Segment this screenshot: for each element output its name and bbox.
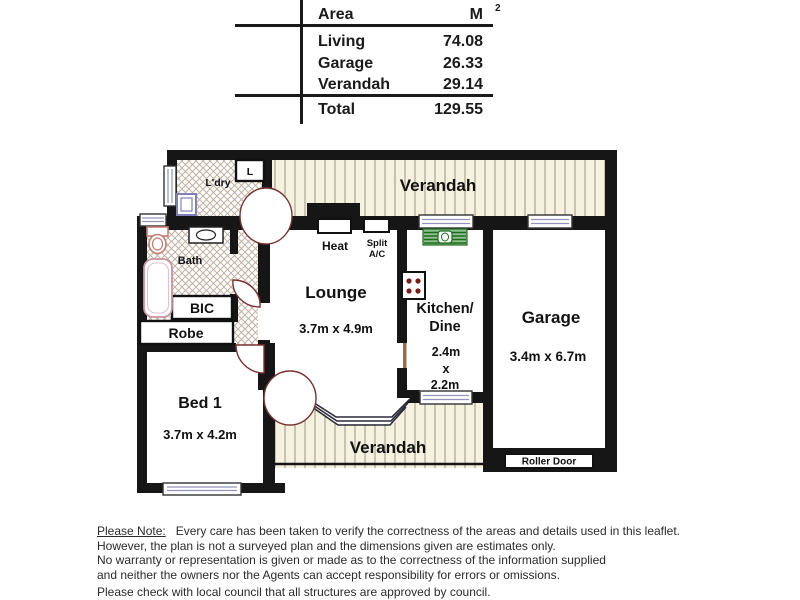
row-label-verandah: Verandah [318,76,391,93]
row-label-garage: Garage [318,55,374,72]
kitchen-sink-bench [423,229,467,245]
chimney-bump [307,203,360,216]
window-bed-bottom [163,483,241,495]
disclaimer-line-5: Please check with local council that all structures are approved by council. [97,585,491,600]
row-value-living: 74.08 [442,33,483,50]
toilet [147,227,168,254]
linen-label: L [246,166,254,178]
heat-label: Heat [321,239,349,253]
split-ac-notch [364,219,389,232]
bic-label: BIC [189,300,215,316]
bic-cupboard [172,296,232,319]
lounge-label: Lounge [305,283,367,302]
bed1-dims: 3.7m x 4.2m [163,427,237,442]
window-kitchen-bottom [420,391,472,404]
window-laundry-left [164,166,176,206]
lounge-dims: 3.7m x 4.9m [299,321,373,336]
window-garage-top [528,215,572,228]
split-ac-label-1: Split [366,238,388,249]
disclaimer-text [97,524,777,600]
stove-cooktop [402,272,425,299]
kitchen-door-leaf [403,343,407,368]
heater-notch [318,219,351,233]
garage-label: Garage [521,308,581,327]
verandah-bottom-label: Verandah [349,438,427,457]
linen-cupboard [236,160,264,181]
laundry-label: L'dry [205,177,231,189]
bathtub [144,259,172,317]
total-value: 129.55 [434,101,483,118]
disclaimer-line-2: However, the plan is not a surveyed plan and the dimensions given are estimates only. [97,538,556,553]
bath-label: Bath [177,255,203,267]
door-laundry-hall [240,188,292,244]
row-value-verandah: 29.14 [442,76,483,93]
split-ac-label-2: A/C [368,249,386,260]
kitchen-label-2: Dine [429,319,461,335]
robe-cupboard [140,321,233,344]
garage-dims: 3.4m x 6.7m [509,349,587,364]
col-header-unit: M [469,6,483,23]
disclaimer-line-1: Please Note: Every care has been taken to verify the correctness of the areas and details used in this leaflet. [97,524,681,538]
kitchen-dim-1: 2.4m [431,345,461,359]
roller-door [505,454,593,468]
col-header-area: Area [318,6,354,23]
kitchen-dim-2: 2.2m [430,378,460,392]
disclaimer-line-4: and neither the owners nor the Agents can accept responsibility for errors or omissions. [97,567,560,582]
window-kitchen-top [419,215,473,228]
row-label-living: Living [318,33,366,50]
unit-superscript: 2 [495,3,501,14]
kitchen-dim-x: x [442,362,450,376]
please-note-label: Please Note: [97,524,166,538]
verandah-top-label: Verandah [399,176,477,195]
laundry-trough [177,194,196,215]
roller-door-label: Roller Door [521,456,577,468]
total-label: Total [318,101,356,118]
disclaimer-line-3: No warranty or representation is given or made as to the correctness of the information supplied [97,553,606,568]
robe-label: Robe [168,325,204,341]
door-lounge-verandah [264,371,316,425]
kitchen-label-1: Kitchen/ [416,301,474,317]
door-bed1 [236,345,264,373]
window-bath-top [140,214,166,226]
vanity-basin [189,227,223,243]
row-value-garage: 26.33 [442,55,483,72]
bed1-label: Bed 1 [178,395,222,412]
